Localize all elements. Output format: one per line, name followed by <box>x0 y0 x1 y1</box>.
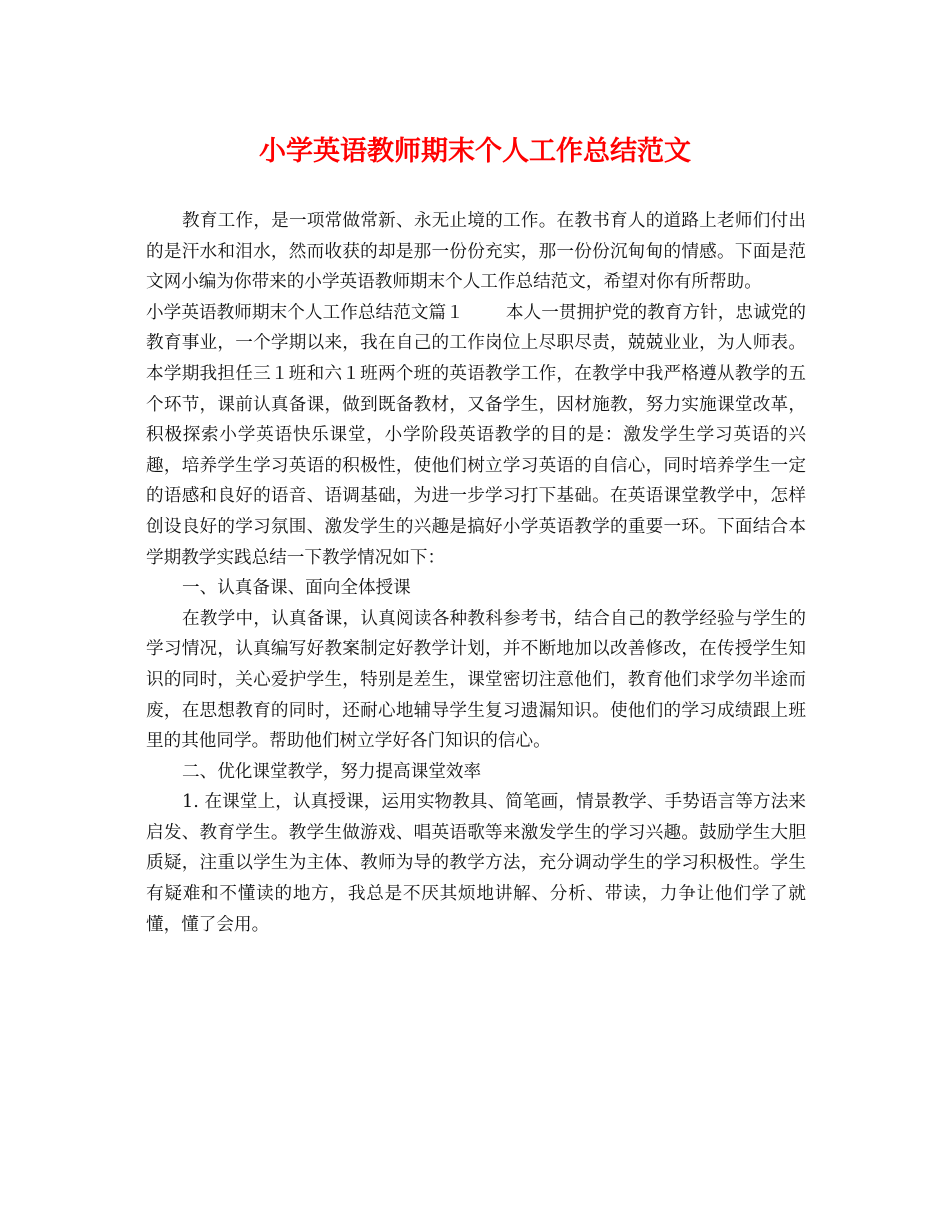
article-paragraph <box>146 298 806 573</box>
document-body <box>146 206 806 940</box>
section2-item-1: 1. 在课堂上，认真授课，运用实物教具、简笔画，情景教学、手势语言等方法来启发、教育学生。教学生做游戏、唱英语歌等来激发学生的学习兴趣。鼓励学生大胆质疑，注重以学生为主体、教师为导的教学方法，充分调动学生的学习积极性。学生有疑难和不懂读的地方，我总是不厌其烦地讲解、分析、带读，力争让他们学了就懂，懂了会用。 <box>146 792 806 935</box>
section1-paragraph: 在教学中，认真备课，认真阅读各种教科参考书，结合自己的教学经验与学生的学习情况，认真编写好教案制定好教学计划，并不断地加以改善修改，在传授学生知识的同时，关心爱护学生，特别是差生，课堂密切注意他们，教育他们求学勿半途而废，在思想教育的同时，还耐心地辅导学生复习遗漏知识。使他们的学习成绩跟上班里的其他同学。帮助他们树立学好各门知识的信心。 <box>146 608 806 752</box>
intro-paragraph: 教育工作，是一项常做常新、永无止境的工作。在教书育人的道路上老师们付出的是汗水和泪水，然而收获的却是那一份份充实，那一份份沉甸甸的情感。下面是范文网小编为你带来的小学英语教师期末个人工作总结范文，希望对你有所帮助。 <box>146 211 806 293</box>
article-label: 小学英语教师期末个人工作总结范文篇１ <box>146 302 464 323</box>
section1-heading: 一、认真备课、面向全体授课 <box>182 578 411 599</box>
section2-heading: 二、优化课堂教学，努力提高课堂效率 <box>182 761 482 782</box>
document-title: 小学英语教师期末个人工作总结范文 <box>259 136 691 167</box>
article-body: 本人一贯拥护党的教育方针，忠诚党的教育事业，一个学期以来，我在自己的工作岗位上尽职尽责，兢兢业业，为人师表。本学期我担任三１班和六１班两个班的英语教学工作，在教学中我严格遵从教学的五个环节，课前认真备课，做到既备教材，又备学生，因材施教，努力实施课堂改革，积极探索小学英语快乐课堂，小学阶段英语教学的目的是：激发学生学习英语的兴趣，培养学生学习英语的积极性，使他们树立学习英语的自信心，同时培养学生一定的语感和良好的语音、语调基础，为进一步学习打下基础。在英语课堂教学中，怎样创设良好的学习氛围、激发学生的兴趣是搞好小学英语教学的重要一环。下面结合本学期教学实践总结一下教学情况如下： <box>146 302 806 568</box>
